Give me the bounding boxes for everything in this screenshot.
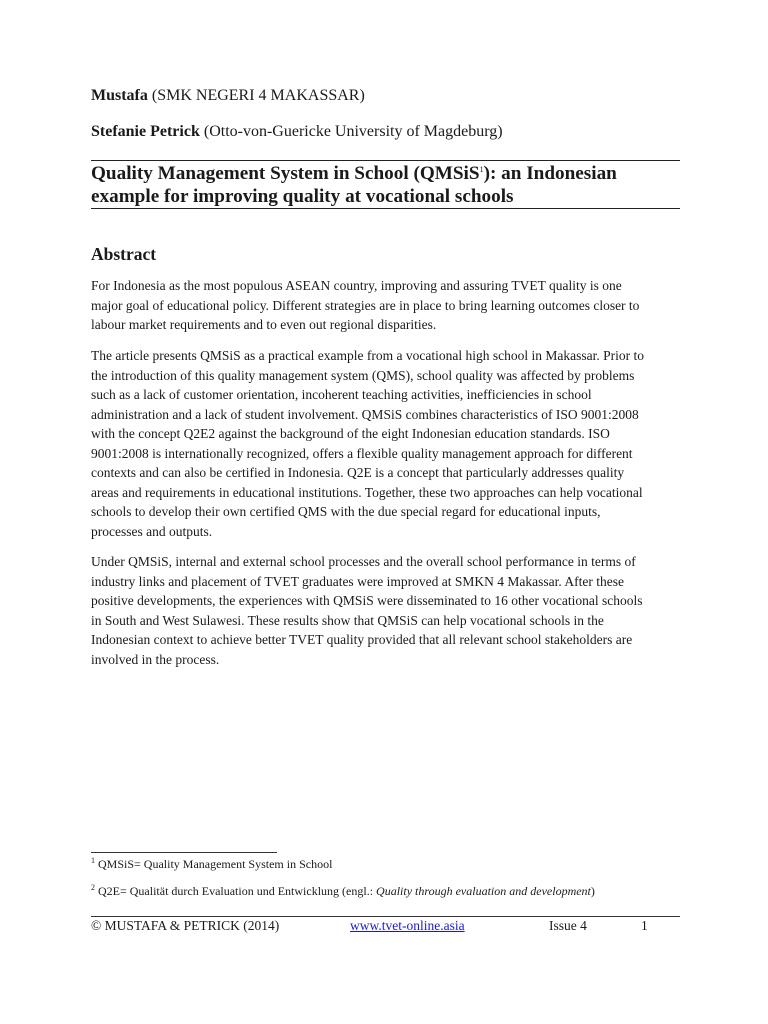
title-part-2: ): an Indonesian xyxy=(483,163,617,184)
author-name: Stefanie Petrick xyxy=(91,123,200,140)
text-line: processes and outputs. xyxy=(91,523,213,539)
author-line-2 xyxy=(91,123,503,141)
footnote-number: 2 xyxy=(91,883,95,892)
text-line: For Indonesia as the most populous ASEAN country, improving and assuring TVET quality is one xyxy=(91,278,622,293)
title-line-2: example for improving quality at vocational schools xyxy=(91,186,514,207)
text-line: involved in the process. xyxy=(91,651,220,667)
text-line: administration and a lack of student involvement. QMSiS combines characteristics of ISO 9001:2008 xyxy=(91,406,639,422)
footnote-number: 1 xyxy=(91,856,95,865)
footnote-italic-text: Quality through evaluation and development xyxy=(376,884,591,898)
text-line: with the concept Q2E2 against the background of the eight Indonesian education standards. ISO xyxy=(91,426,610,441)
footer-rule xyxy=(91,916,680,917)
text-line: labour market requirements and to even out regional disparities. xyxy=(91,317,437,332)
text-line: the introduction of this quality management system (QMS), school quality was affected by problems xyxy=(91,367,635,383)
text-line: major goal of educational policy. Different strategies are in place to bring learning outcomes closer to xyxy=(91,297,640,313)
text-line: Indonesian context to achieve better TVET quality provided that all relevant school stakeholders are xyxy=(91,632,633,647)
text-line: schools to develop their own certified QMS with the due special regard for educational inputs, xyxy=(91,504,601,519)
footer-copyright: © MUSTAFA & PETRICK (2014) xyxy=(91,918,280,933)
footnote-text: Q2E= Qualität durch Evaluation und Entwicklung (engl.: xyxy=(98,884,377,898)
text-line: positive developments, the experiences with QMSiS were disseminated to 16 other vocational schools xyxy=(91,593,643,608)
text-line: Under QMSiS, internal and external school processes and the overall school performance in terms of xyxy=(91,554,636,569)
footer-issue: Issue 4 xyxy=(549,918,587,933)
footer-website-link[interactable]: www.tvet-online.asia xyxy=(350,918,465,933)
text-line: contexts and can also be certified in Indonesia. Q2E is a concept that particularly addresses quality xyxy=(91,465,625,480)
author-affiliation: (SMK NEGERI 4 MAKASSAR) xyxy=(151,87,365,104)
title-footnote-marker: 1 xyxy=(479,165,484,174)
text-line: such as a lack of customer orientation, incoherent teaching activities, inefficiencies in school xyxy=(91,387,592,402)
abstract-paragraph-3 xyxy=(91,552,643,669)
footnote-1 xyxy=(91,857,332,872)
title-line-1 xyxy=(91,162,681,185)
footnote-2 xyxy=(91,884,595,899)
abstract-paragraph-1 xyxy=(91,276,639,335)
paper-title xyxy=(91,162,681,208)
title-bottom-rule xyxy=(91,208,680,209)
title-part-1: Quality Management System in School (QMSiS xyxy=(91,163,480,184)
author-name: Mustafa xyxy=(91,87,148,104)
abstract-heading: Abstract xyxy=(91,244,157,264)
footnote-closing: ) xyxy=(590,884,595,898)
author-affiliation: (Otto-von-Guericke University of Magdeburg) xyxy=(203,123,503,140)
footnote-separator xyxy=(91,852,277,853)
footnote-text: QMSiS= Quality Management System in School xyxy=(98,857,333,871)
author-line-1 xyxy=(91,87,365,105)
text-line: in South and West Sulawesi. These results show that QMSiS can help vocational schools in the xyxy=(91,612,604,628)
page-number: 1 xyxy=(641,918,648,933)
text-line: areas and requirements in educational institutions. Together, these two approaches can help vocational xyxy=(91,484,643,500)
title-top-rule xyxy=(91,160,680,161)
text-line: industry links and placement of TVET graduates were improved at SMKN 4 Makassar. After these xyxy=(91,573,624,589)
text-line: 9001:2008 is internationally recognized, offers a flexible quality management approach for different xyxy=(91,445,633,461)
text-line: The article presents QMSiS as a practical example from a vocational high school in Makassar. Prior to xyxy=(91,348,644,363)
abstract-paragraph-2 xyxy=(91,346,644,541)
